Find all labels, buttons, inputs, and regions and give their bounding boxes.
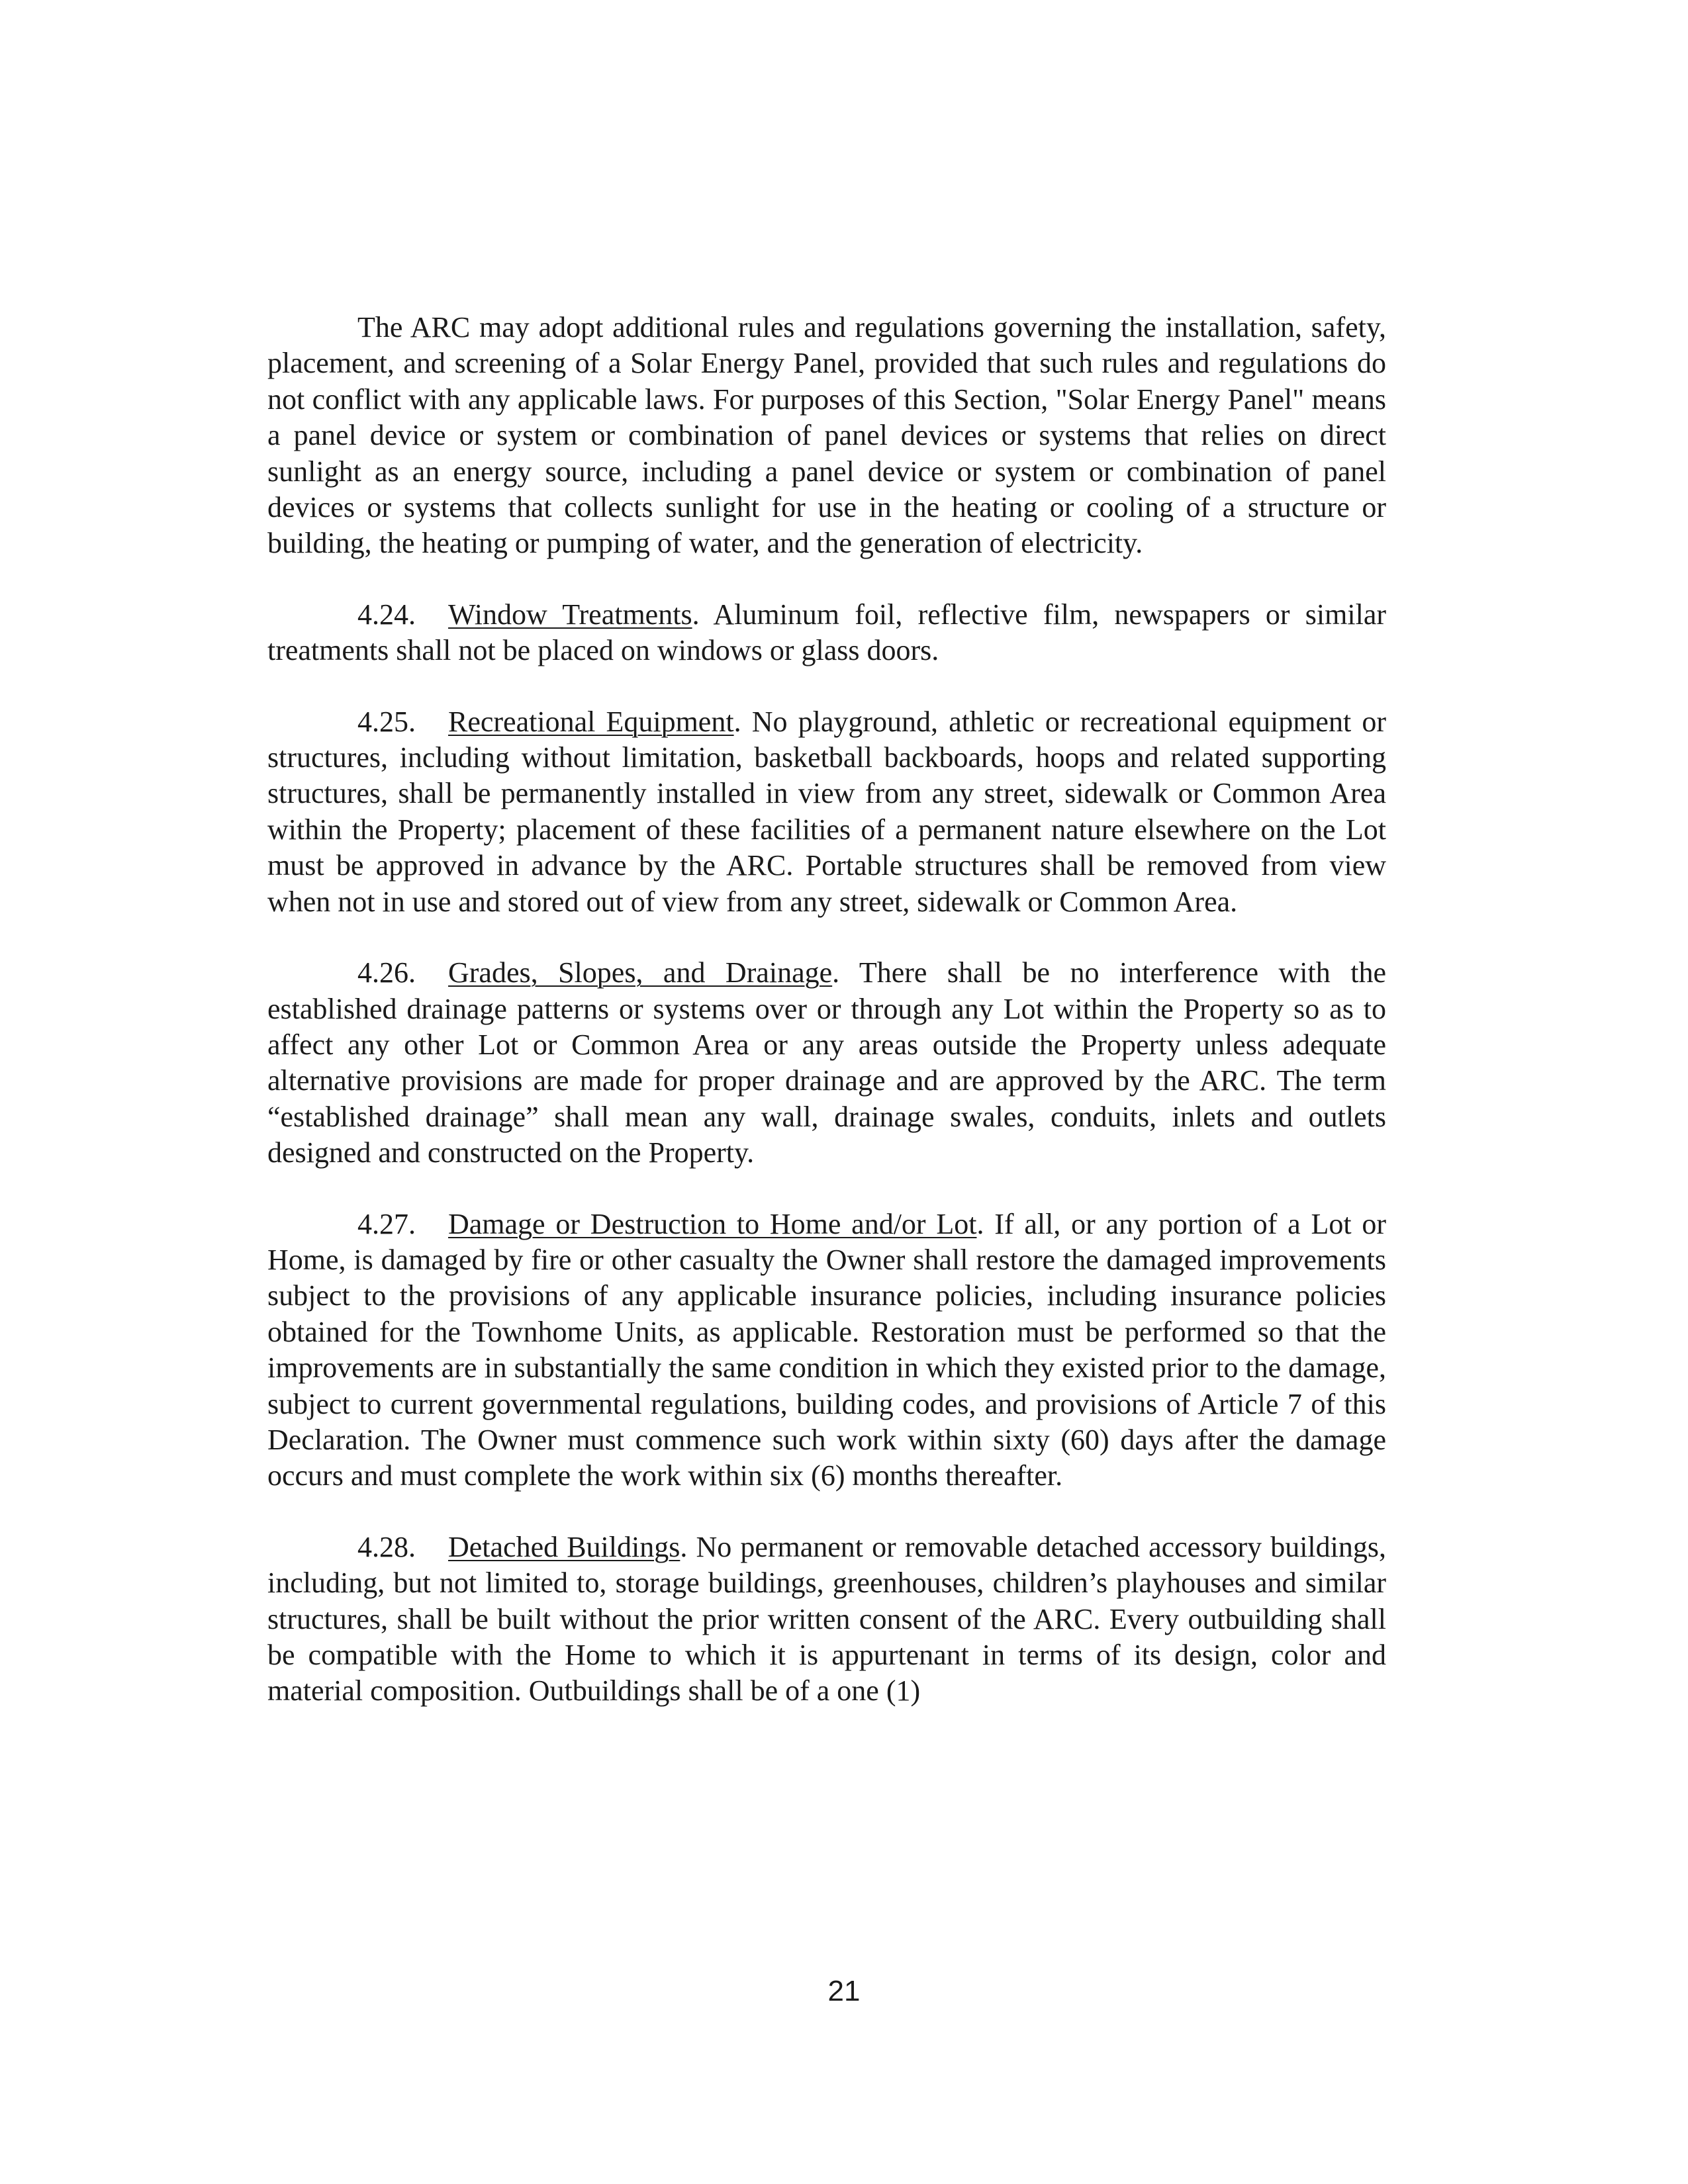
solar-panel-paragraph: The ARC may adopt additional rules and regulations governing the installation, safety, placement, and screening of a Solar Energy Panel, provided that such rules and regulations do not conflict with any applicable laws. For purposes of this Section, "Solar Energy Panel" means a panel device or system or combination of panel devices or systems that relies on direct sunlight as an energy source, including a panel device or system or combination of panel devices or systems that collects sunlight for use in the heating or cooling of a structure or building, the heating or pumping of water, and the generation of electricity. — [267, 311, 1386, 560]
section-4-27 — [267, 1206, 1386, 1494]
section-title: Damage or Destruction to Home and/or Lot — [448, 1207, 977, 1240]
section-title: Window Treatments — [448, 598, 692, 631]
section-body: . No playground, athletic or recreational equipment or structures, including without limitation, basketball backboards, hoops and related supporting structures, shall be permanently installed in view from any street, sidewalk or Common Area within the Property; placement of these facilities of a permanent nature elsewhere on the Lot must be approved in advance by the ARC. Portable structures shall be removed from view when not in use and stored out of view from any street, sidewalk or Common Area. — [267, 705, 1386, 918]
section-body: . No permanent or removable detached accessory buildings, including, but not limited to, storage buildings, greenhouses, children’s playhouses and similar structures, shall be built without the prior written consent of the ARC. Every outbuilding shall be compatible with the Home to which it is appurtenant in terms of its design, color and material composition. Outbuildings shall be of a one (1) — [267, 1530, 1386, 1707]
section-title: Grades, Slopes, and Drainage — [448, 956, 833, 989]
section-4-26 — [267, 955, 1386, 1171]
section-4-28 — [267, 1529, 1386, 1709]
section-4-24 — [267, 597, 1386, 669]
section-body: . Aluminum foil, reflective film, newspapers or similar treatments shall not be placed on windows or glass doors. — [267, 598, 1386, 667]
section-title: Detached Buildings — [448, 1530, 680, 1563]
section-number: 4.25. — [357, 705, 416, 738]
section-body: . There shall be no interference with the established drainage patterns or systems over or through any Lot within the Property so as to affect any other Lot or Common Area or any areas outside the Property unless adequate alternative provisions are made for proper drainage and are approved by the ARC. The term “established drainage” shall mean any wall, drainage swales, conduits, inlets and outlets designed and constructed on the Property. — [267, 956, 1386, 1169]
section-number: 4.27. — [357, 1207, 416, 1240]
section-number: 4.28. — [357, 1530, 416, 1563]
section-title: Recreational Equipment — [448, 705, 734, 738]
section-4-25 — [267, 704, 1386, 920]
section-body: . If all, or any portion of a Lot or Home, is damaged by fire or other casualty the Owner shall restore the damaged improvements subject to the provisions of any applicable insurance policies, including insurance policies obtained for the Townhome Units, as applicable. Restoration must be performed so that the improvements are in substantially the same condition in which they existed prior to the damage, subject to current governmental regulations, building codes, and provisions of Article 7 of this Declaration. The Owner must commence such work within sixty (60) days after the damage occurs and must complete the work within six (6) months thereafter. — [267, 1207, 1386, 1492]
document-body — [267, 310, 1386, 1745]
section-number: 4.26. — [357, 956, 416, 989]
page-number: 21 — [827, 1975, 861, 2007]
section-number: 4.24. — [357, 598, 416, 631]
